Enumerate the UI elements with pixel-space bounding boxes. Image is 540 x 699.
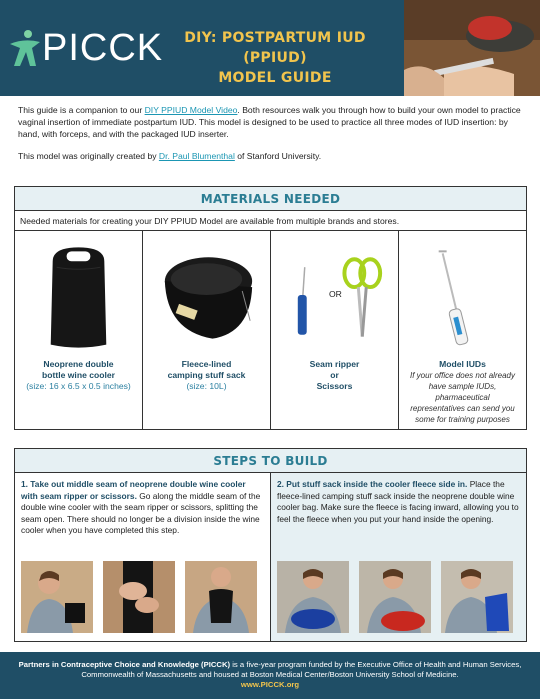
intro-section <box>18 104 526 172</box>
intro-paragraph-1: This guide is a companion to our DIY PPIUD Model Video. Both resources walk you through how to build your own model to practice vaginal insertion of immediate postpartum IUD. This model is designed to be used to practice all three modes of IUD insertion: by hand, with forceps, and with the packaged IUD inserter. <box>18 105 521 139</box>
step-2-photo-2 <box>359 561 431 633</box>
steps-heading: STEPS TO BUILD <box>15 449 526 473</box>
logo-figure-icon <box>6 26 46 70</box>
step-1-photos <box>21 561 257 633</box>
material-model-iuds: Model IUDs If your office does not already have sample IUDs, pharmaceutical representatives can send you some for training purposes <box>399 231 526 429</box>
step-2 <box>271 473 526 641</box>
materials-grid <box>15 231 526 429</box>
picck-logo <box>6 26 164 70</box>
footer-org: Partners in Contraceptive Choice and Knowledge (PICCK) <box>18 660 231 669</box>
step-1-photo-2 <box>103 561 175 633</box>
step-2-text: Place the fleece-lined camping stuff sack inside the neoprene double wine cooler bag. Make sure the fleece is facing inward, allowing you to feel the fleece when you put your hand inside the opening. <box>277 479 519 524</box>
materials-heading: MATERIALS NEEDED <box>15 187 526 211</box>
materials-subheading: Needed materials for creating your DIY PPIUD Model are available from multiple brands and stores. <box>15 211 526 231</box>
stuff-sack-image <box>143 237 270 355</box>
header-photo <box>404 0 540 96</box>
footer-text: is a five-year program funded by the Executive Office of Health and Human Services, Commonwealth of Massachusetts and housed at Boston Medical Center/Boston University School of Medicine. <box>81 660 522 679</box>
page-footer <box>0 652 540 699</box>
page-header <box>0 0 540 96</box>
material-wine-cooler: Neoprene double bottle wine cooler (size: 16 x 6.5 x 0.5 inches) <box>15 231 143 429</box>
intro-paragraph-2: This model was originally created by Dr. Paul Blumenthal of Stanford University. <box>18 151 322 161</box>
material-stuff-sack: Fleece-lined camping stuff sack (size: 10L) <box>143 231 271 429</box>
footer-url-link[interactable]: www.PICCK.org <box>240 680 300 689</box>
step-1-photo-3 <box>185 561 257 633</box>
author-link[interactable]: Dr. Paul Blumenthal <box>158 151 235 161</box>
page-title <box>150 28 400 88</box>
iud-inserter-image <box>399 237 526 355</box>
step-2-title: 2. Put stuff sack inside the cooler fleece side in. <box>277 479 468 489</box>
or-label: OR <box>329 289 342 299</box>
materials-section <box>14 186 527 430</box>
step-2-photos <box>277 561 513 633</box>
step-1-photo-1 <box>21 561 93 633</box>
logo-text: PICCK <box>42 27 164 69</box>
wine-cooler-image <box>15 237 142 355</box>
video-link[interactable]: DIY PPIUD Model Video <box>144 105 238 115</box>
step-2-photo-3 <box>441 561 513 633</box>
step-1 <box>15 473 271 641</box>
title-line-1: DIY: POSTPARTUM IUD (PPIUD) <box>184 30 366 66</box>
material-seam-ripper-scissors: OR Seam ripper or Scissors <box>271 231 399 429</box>
step-2-photo-1 <box>277 561 349 633</box>
model-demo-photo <box>404 0 540 96</box>
step-1-text: Go along the middle seam of the double wine cooler with the seam ripper or scissors, splitting the seam open. There should no longer be a division inside the wine cooler when you have completed this step. <box>21 490 261 535</box>
title-line-2: MODEL GUIDE <box>218 70 332 86</box>
step-1-title: 1. Take out middle seam of neoprene double wine cooler with seam ripper or scissors. <box>21 479 246 501</box>
steps-section <box>14 448 527 642</box>
